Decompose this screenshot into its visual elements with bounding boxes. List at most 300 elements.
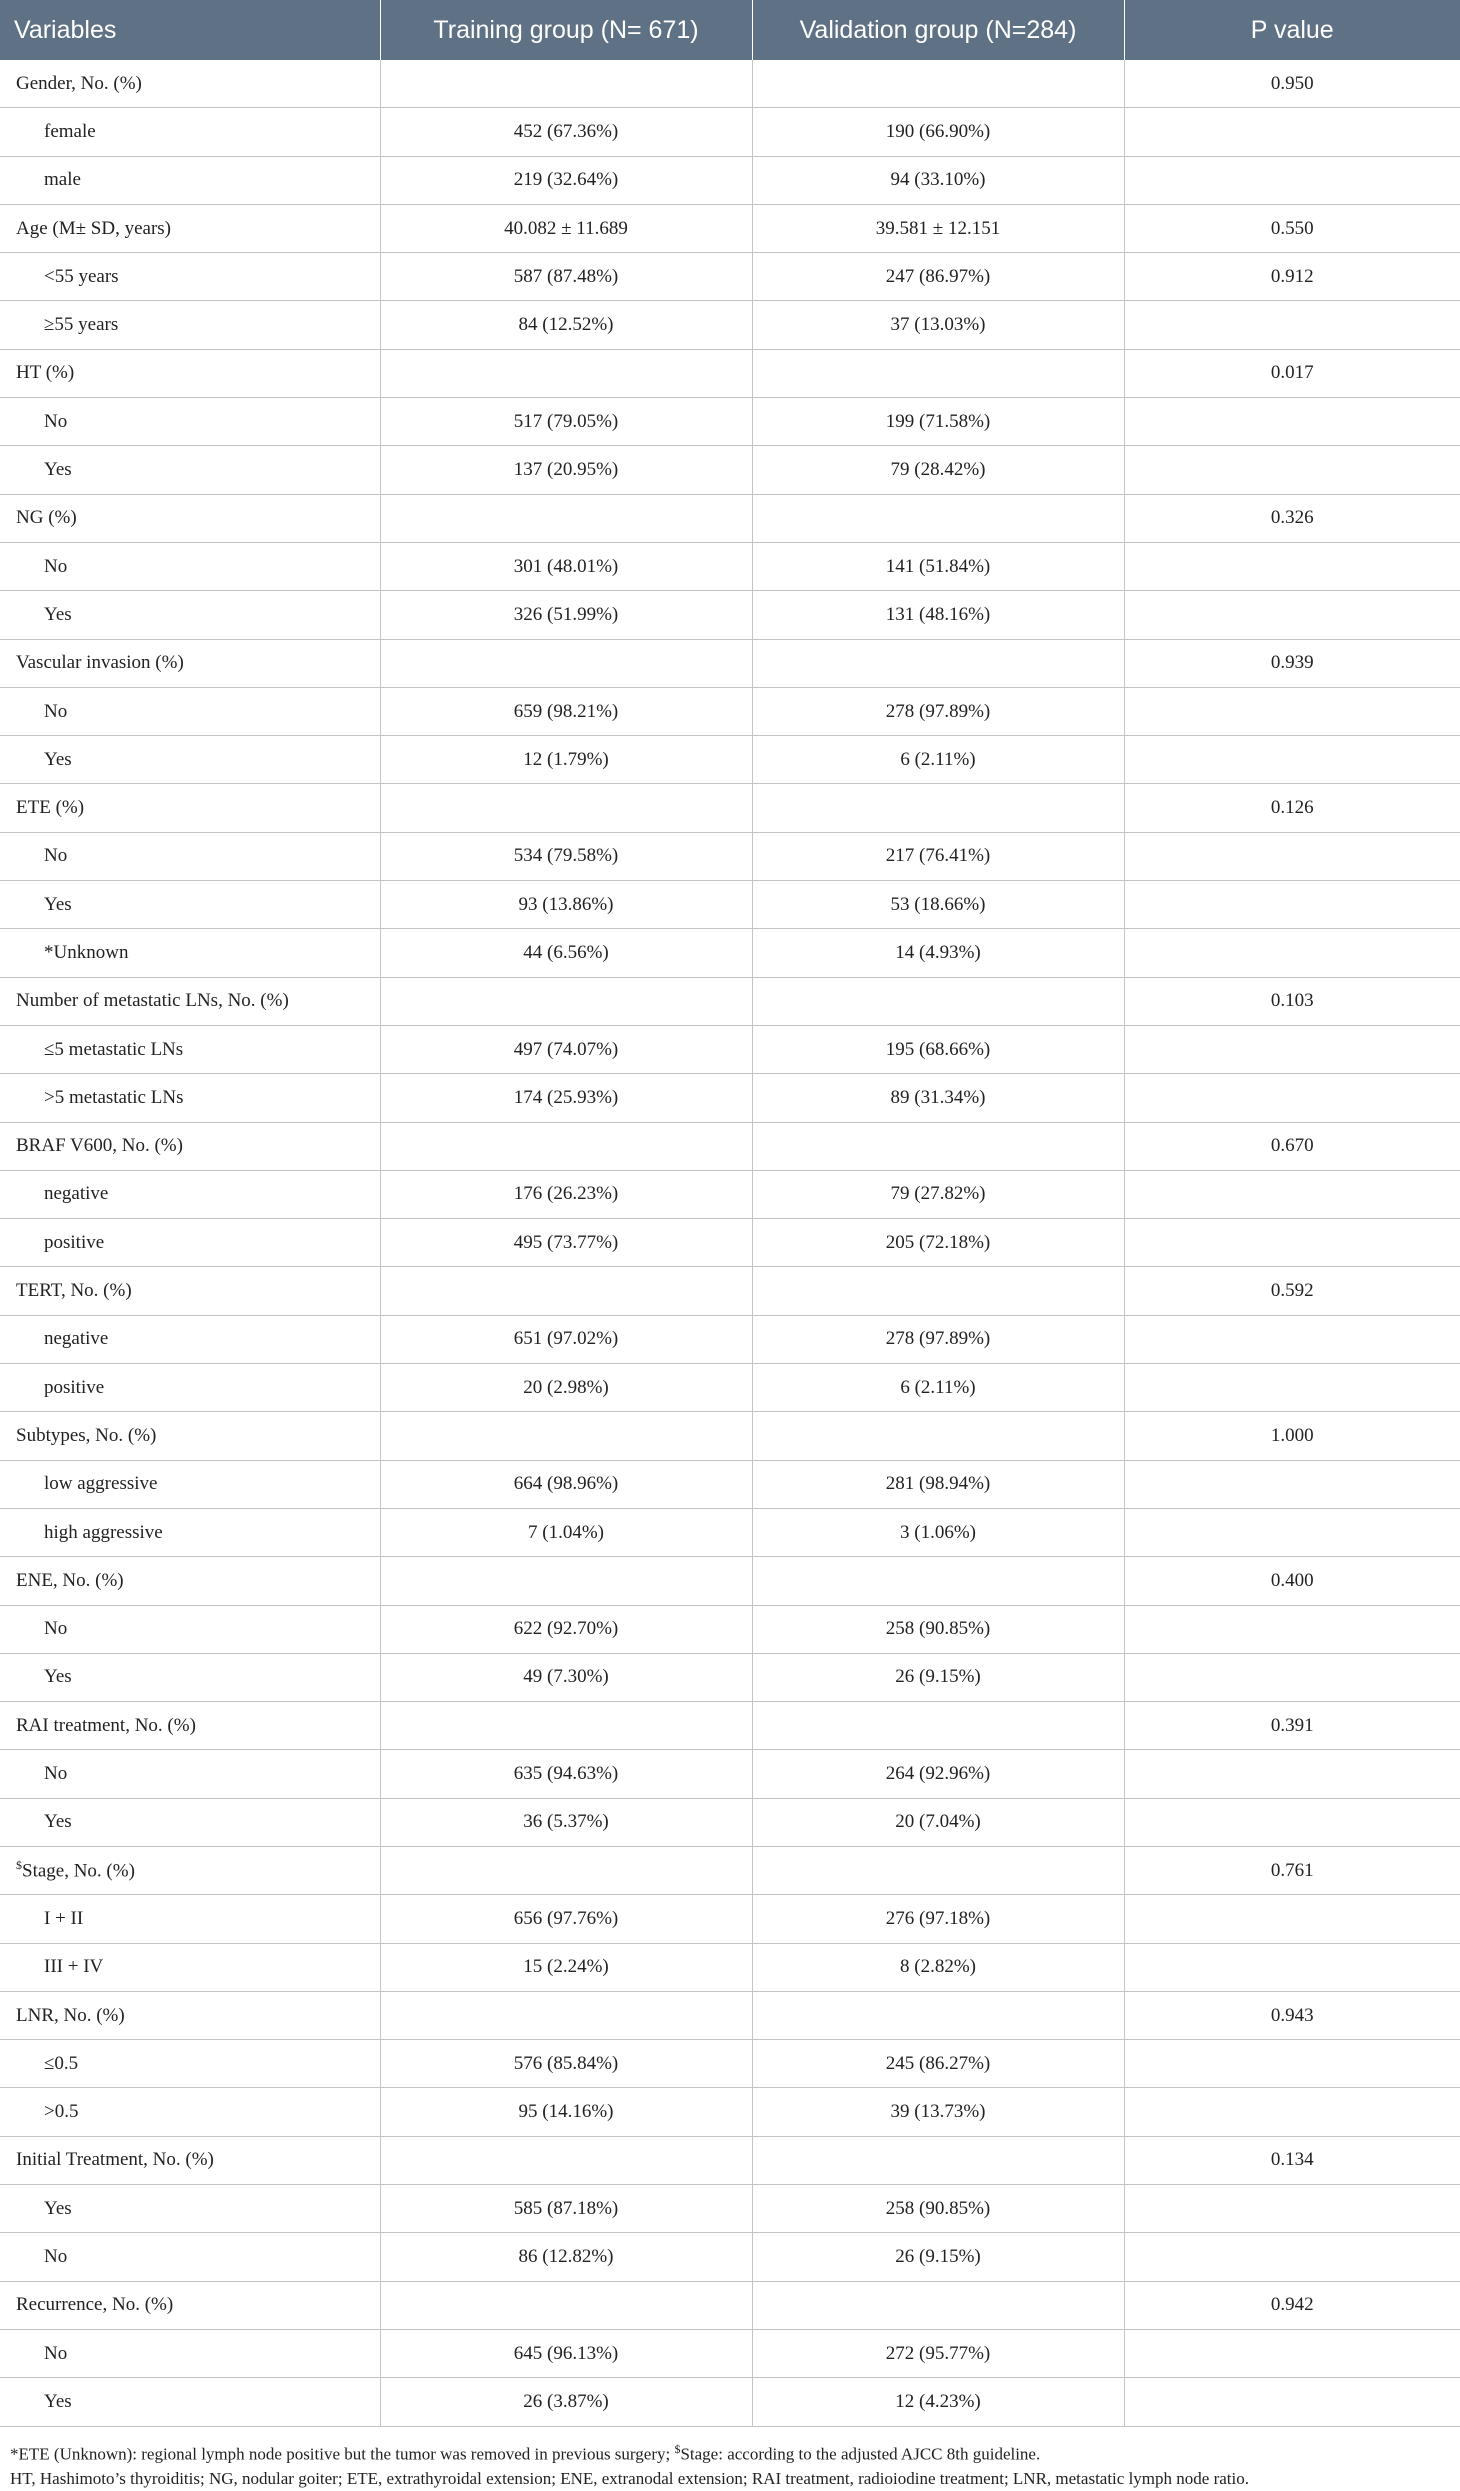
row-variable-label — [0, 687, 380, 735]
row-label-text: Stage, No. (%) — [22, 1860, 135, 1882]
table-header-row — [0, 0, 1460, 60]
row-label-text: ≤0.5 — [44, 2052, 79, 2074]
cell-p-value — [1124, 108, 1460, 156]
table-row — [0, 639, 1460, 687]
cell-p-value — [1124, 929, 1460, 977]
header-training-group: Training group (N= 671) — [380, 0, 752, 60]
cell-validation-value: 217 (76.41%) — [752, 832, 1124, 880]
cell-training-value: 635 (94.63%) — [380, 1750, 752, 1798]
cell-p-value — [1124, 1750, 1460, 1798]
table-row — [0, 1170, 1460, 1218]
cell-training-value — [380, 1412, 752, 1460]
row-label-text: No — [44, 555, 68, 577]
cell-training-value: 137 (20.95%) — [380, 446, 752, 494]
cell-training-value: 659 (98.21%) — [380, 687, 752, 735]
row-label-text: NG (%) — [16, 507, 77, 529]
cell-p-value: 0.400 — [1124, 1557, 1460, 1605]
cell-training-value: 645 (96.13%) — [380, 2329, 752, 2377]
table-row — [0, 1605, 1460, 1653]
table-footnotes — [0, 2427, 1460, 2491]
row-variable-label — [0, 2281, 380, 2329]
row-variable-label — [0, 349, 380, 397]
row-variable-label — [0, 1364, 380, 1412]
row-variable-label — [0, 108, 380, 156]
row-label-text: negative — [44, 1183, 109, 1205]
row-variable-label — [0, 2088, 380, 2136]
cell-p-value — [1124, 398, 1460, 446]
cell-training-value: 517 (79.05%) — [380, 398, 752, 446]
row-label-text: low aggressive — [44, 1473, 158, 1495]
cell-p-value: 0.670 — [1124, 1122, 1460, 1170]
cell-validation-value — [752, 1267, 1124, 1315]
table-row — [0, 1364, 1460, 1412]
cell-p-value: 0.912 — [1124, 253, 1460, 301]
cell-training-value: 219 (32.64%) — [380, 156, 752, 204]
cell-training-value — [380, 60, 752, 108]
cell-training-value: 176 (26.23%) — [380, 1170, 752, 1218]
cell-validation-value: 79 (28.42%) — [752, 446, 1124, 494]
cell-p-value — [1124, 2088, 1460, 2136]
cell-validation-value — [752, 1846, 1124, 1894]
row-label-text: Yes — [44, 1666, 72, 1688]
cell-validation-value: 141 (51.84%) — [752, 542, 1124, 590]
table-row — [0, 301, 1460, 349]
cell-training-value: 84 (12.52%) — [380, 301, 752, 349]
cell-validation-value: 26 (9.15%) — [752, 2233, 1124, 2281]
row-variable-label — [0, 2136, 380, 2184]
row-variable-label — [0, 1702, 380, 1750]
cell-validation-value: 79 (27.82%) — [752, 1170, 1124, 1218]
row-variable-label — [0, 398, 380, 446]
cell-p-value — [1124, 1170, 1460, 1218]
row-label-text: No — [44, 2246, 68, 2267]
cell-p-value — [1124, 1798, 1460, 1846]
cell-training-value: 20 (2.98%) — [380, 1364, 752, 1412]
row-label-text: ≥55 years — [44, 314, 119, 336]
table-row — [0, 1508, 1460, 1556]
cell-training-value: 95 (14.16%) — [380, 2088, 752, 2136]
row-variable-label — [0, 1895, 380, 1943]
row-label-text: No — [44, 1618, 68, 1640]
cell-training-value — [380, 1267, 752, 1315]
row-variable-label — [0, 639, 380, 687]
cell-training-value: 174 (25.93%) — [380, 1074, 752, 1122]
table-row — [0, 736, 1460, 784]
table-row — [0, 1846, 1460, 1894]
header-validation-group: Validation group (N=284) — [752, 0, 1124, 60]
table-row — [0, 253, 1460, 301]
cell-p-value — [1124, 591, 1460, 639]
cell-p-value — [1124, 1315, 1460, 1363]
cell-training-value: 36 (5.37%) — [380, 1798, 752, 1846]
cell-p-value — [1124, 156, 1460, 204]
table-row — [0, 494, 1460, 542]
cell-training-value: 44 (6.56%) — [380, 929, 752, 977]
table-row — [0, 784, 1460, 832]
cell-p-value — [1124, 1943, 1460, 1991]
row-label-text: Yes — [44, 2197, 72, 2219]
row-variable-label — [0, 1846, 380, 1894]
table-row — [0, 881, 1460, 929]
cell-training-value: 534 (79.58%) — [380, 832, 752, 880]
cell-validation-value — [752, 2136, 1124, 2184]
table-row — [0, 1653, 1460, 1701]
row-label-text: Yes — [44, 603, 72, 625]
table-row — [0, 2088, 1460, 2136]
table-row — [0, 398, 1460, 446]
cell-p-value: 1.000 — [1124, 1412, 1460, 1460]
table-row — [0, 2040, 1460, 2088]
table-row — [0, 687, 1460, 735]
row-variable-label — [0, 494, 380, 542]
cell-p-value — [1124, 542, 1460, 590]
table-row — [0, 1267, 1460, 1315]
table-row — [0, 1702, 1460, 1750]
cell-validation-value: 281 (98.94%) — [752, 1460, 1124, 1508]
cell-validation-value — [752, 1702, 1124, 1750]
row-variable-label — [0, 542, 380, 590]
row-variable-label — [0, 1460, 380, 1508]
table-row — [0, 204, 1460, 252]
row-label-text: Yes — [44, 1811, 72, 1833]
cell-validation-value: 245 (86.27%) — [752, 2040, 1124, 2088]
cell-validation-value: 26 (9.15%) — [752, 1653, 1124, 1701]
cell-validation-value — [752, 60, 1124, 108]
table-row — [0, 2136, 1460, 2184]
cell-validation-value — [752, 349, 1124, 397]
row-variable-label — [0, 1991, 380, 2039]
row-variable-label — [0, 204, 380, 252]
row-variable-label — [0, 784, 380, 832]
cell-validation-value: 53 (18.66%) — [752, 881, 1124, 929]
row-variable-label — [0, 156, 380, 204]
row-variable-label — [0, 1074, 380, 1122]
row-label-text: Yes — [44, 748, 72, 770]
table-row — [0, 832, 1460, 880]
cell-validation-value: 131 (48.16%) — [752, 591, 1124, 639]
cell-training-value — [380, 1122, 752, 1170]
row-label-text: No — [44, 410, 68, 432]
cell-training-value: 86 (12.82%) — [380, 2233, 752, 2281]
cell-p-value: 0.550 — [1124, 204, 1460, 252]
row-variable-label — [0, 2233, 380, 2281]
row-label-text: female — [44, 120, 96, 142]
cell-training-value — [380, 1846, 752, 1894]
cell-validation-value — [752, 1412, 1124, 1460]
cell-validation-value — [752, 1991, 1124, 2039]
cell-validation-value: 258 (90.85%) — [752, 1605, 1124, 1653]
row-label-text: Vascular invasion (%) — [16, 652, 184, 674]
row-label-text: HT (%) — [16, 362, 75, 384]
table-row — [0, 2378, 1460, 2426]
table-row — [0, 542, 1460, 590]
row-variable-label — [0, 446, 380, 494]
row-variable-label — [0, 2329, 380, 2377]
row-variable-label — [0, 1122, 380, 1170]
cell-training-value: 622 (92.70%) — [380, 1605, 752, 1653]
cell-training-value: 452 (67.36%) — [380, 108, 752, 156]
footnote-line-1 — [10, 2437, 1450, 2467]
footnote-stage-text: Stage: according to the adjusted AJCC 8th guideline. — [680, 2444, 1041, 2464]
cell-training-value — [380, 494, 752, 542]
cell-p-value — [1124, 687, 1460, 735]
cell-p-value — [1124, 2233, 1460, 2281]
cell-training-value: 587 (87.48%) — [380, 253, 752, 301]
header-variables: Variables — [0, 0, 380, 60]
cell-p-value: 0.950 — [1124, 60, 1460, 108]
cell-validation-value: 199 (71.58%) — [752, 398, 1124, 446]
row-label-text: *Unknown — [44, 941, 129, 963]
cell-validation-value: 12 (4.23%) — [752, 2378, 1124, 2426]
row-variable-label — [0, 1557, 380, 1605]
table-row — [0, 977, 1460, 1025]
cell-validation-value — [752, 1122, 1124, 1170]
cell-p-value: 0.939 — [1124, 639, 1460, 687]
cell-training-value — [380, 2136, 752, 2184]
row-variable-label — [0, 1219, 380, 1267]
cell-p-value: 0.943 — [1124, 1991, 1460, 2039]
cell-p-value — [1124, 1074, 1460, 1122]
row-label-text: BRAF V600, No. (%) — [16, 1135, 183, 1157]
table-row — [0, 1025, 1460, 1073]
cell-p-value — [1124, 1364, 1460, 1412]
row-label-text: No — [44, 2342, 68, 2364]
cell-training-value — [380, 639, 752, 687]
row-variable-label — [0, 60, 380, 108]
row-variable-label — [0, 2378, 380, 2426]
cell-validation-value: 6 (2.11%) — [752, 1364, 1124, 1412]
cell-p-value — [1124, 1605, 1460, 1653]
row-label-text: Gender, No. (%) — [16, 72, 142, 94]
table-row — [0, 1074, 1460, 1122]
cell-validation-value: 272 (95.77%) — [752, 2329, 1124, 2377]
cell-training-value — [380, 977, 752, 1025]
cell-p-value — [1124, 2329, 1460, 2377]
table-row — [0, 2281, 1460, 2329]
cell-p-value: 0.126 — [1124, 784, 1460, 832]
row-variable-label — [0, 1943, 380, 1991]
row-variable-label — [0, 1267, 380, 1315]
cell-validation-value: 6 (2.11%) — [752, 736, 1124, 784]
cell-training-value — [380, 2281, 752, 2329]
cell-p-value: 0.592 — [1124, 1267, 1460, 1315]
row-label-text: negative — [44, 1328, 109, 1350]
cell-validation-value: 39.581 ± 12.151 — [752, 204, 1124, 252]
table-body — [0, 60, 1460, 2426]
cell-validation-value: 278 (97.89%) — [752, 687, 1124, 735]
cell-validation-value: 205 (72.18%) — [752, 1219, 1124, 1267]
row-variable-label — [0, 2040, 380, 2088]
row-variable-label — [0, 1653, 380, 1701]
row-label-text: Initial Treatment, No. (%) — [16, 2149, 214, 2171]
row-variable-label — [0, 736, 380, 784]
cell-validation-value — [752, 784, 1124, 832]
cell-p-value: 0.017 — [1124, 349, 1460, 397]
row-variable-label — [0, 1170, 380, 1218]
table-row — [0, 1943, 1460, 1991]
cell-p-value — [1124, 301, 1460, 349]
cell-p-value — [1124, 2185, 1460, 2233]
row-label-text: TERT, No. (%) — [16, 1280, 132, 1302]
cell-p-value — [1124, 2378, 1460, 2426]
table-row — [0, 1122, 1460, 1170]
cell-training-value: 301 (48.01%) — [380, 542, 752, 590]
table-row — [0, 591, 1460, 639]
footnote-line-2: HT, Hashimoto’s thyroiditis; NG, nodular goiter; ETE, extrathyroidal extension; ENE, extranodal extension; RAI treatment, radioiodine treatment; LNR, metastatic lymph node ratio. — [10, 2469, 1249, 2489]
cell-validation-value: 247 (86.97%) — [752, 253, 1124, 301]
row-label-text: Age (M± SD, years) — [16, 217, 172, 239]
row-label-text: Yes — [44, 2390, 72, 2412]
row-label-text: ENE, No. (%) — [16, 1569, 124, 1591]
cell-training-value: 93 (13.86%) — [380, 881, 752, 929]
table-row — [0, 108, 1460, 156]
row-variable-label — [0, 929, 380, 977]
row-label-text: positive — [44, 1231, 105, 1253]
cell-training-value — [380, 1702, 752, 1750]
row-label-text: <55 years — [44, 265, 119, 287]
table-row — [0, 1750, 1460, 1798]
footnote-stage-sup: $ — [674, 2441, 681, 2456]
cell-training-value: 585 (87.18%) — [380, 2185, 752, 2233]
cell-p-value — [1124, 2040, 1460, 2088]
row-variable-label — [0, 1798, 380, 1846]
row-label-text: high aggressive — [44, 1521, 163, 1543]
cell-validation-value: 3 (1.06%) — [752, 1508, 1124, 1556]
row-label-text: III + IV — [44, 1956, 104, 1978]
row-label-text: RAI treatment, No. (%) — [16, 1714, 196, 1736]
cell-p-value: 0.761 — [1124, 1846, 1460, 1894]
header-p-value: P value — [1124, 0, 1460, 60]
table-row — [0, 2329, 1460, 2377]
row-label-text: positive — [44, 1376, 105, 1398]
row-label-text: male — [44, 169, 81, 191]
row-variable-label — [0, 977, 380, 1025]
row-variable-label — [0, 1412, 380, 1460]
cell-p-value — [1124, 446, 1460, 494]
cell-p-value: 0.391 — [1124, 1702, 1460, 1750]
cell-validation-value: 20 (7.04%) — [752, 1798, 1124, 1846]
cell-validation-value — [752, 1557, 1124, 1605]
table-row — [0, 1412, 1460, 1460]
cell-validation-value — [752, 639, 1124, 687]
cell-p-value: 0.103 — [1124, 977, 1460, 1025]
row-label-text: Recurrence, No. (%) — [16, 2294, 174, 2316]
table-row — [0, 1219, 1460, 1267]
cell-validation-value: 258 (90.85%) — [752, 2185, 1124, 2233]
cell-p-value: 0.942 — [1124, 2281, 1460, 2329]
row-label-text: I + II — [44, 1907, 84, 1929]
row-variable-label — [0, 1025, 380, 1073]
cell-training-value — [380, 784, 752, 832]
row-variable-label — [0, 1508, 380, 1556]
row-variable-label — [0, 832, 380, 880]
row-variable-label — [0, 253, 380, 301]
cell-training-value: 576 (85.84%) — [380, 2040, 752, 2088]
cell-training-value — [380, 1991, 752, 2039]
cell-p-value — [1124, 1895, 1460, 1943]
row-label-text: LNR, No. (%) — [16, 2004, 125, 2026]
cell-training-value: 7 (1.04%) — [380, 1508, 752, 1556]
row-label-text: Yes — [44, 459, 72, 481]
table-row — [0, 446, 1460, 494]
table-row — [0, 1557, 1460, 1605]
row-label-text: ETE (%) — [16, 797, 85, 819]
row-label-superscript: $ — [16, 1858, 22, 1873]
row-label-text: No — [44, 700, 68, 722]
table-row — [0, 2233, 1460, 2281]
row-variable-label — [0, 1605, 380, 1653]
cell-validation-value: 39 (13.73%) — [752, 2088, 1124, 2136]
cell-training-value — [380, 1557, 752, 1605]
row-variable-label — [0, 301, 380, 349]
cell-validation-value — [752, 494, 1124, 542]
row-variable-label — [0, 1315, 380, 1363]
cell-training-value: 497 (74.07%) — [380, 1025, 752, 1073]
table-row — [0, 1991, 1460, 2039]
row-label-text: No — [44, 845, 68, 867]
cell-validation-value: 89 (31.34%) — [752, 1074, 1124, 1122]
cell-validation-value: 94 (33.10%) — [752, 156, 1124, 204]
cell-p-value — [1124, 1219, 1460, 1267]
cell-validation-value — [752, 2281, 1124, 2329]
row-variable-label — [0, 591, 380, 639]
row-label-text: >5 metastatic LNs — [44, 1086, 184, 1108]
table-row — [0, 1895, 1460, 1943]
cell-training-value: 326 (51.99%) — [380, 591, 752, 639]
table-row — [0, 1315, 1460, 1363]
row-label-text: Yes — [44, 893, 72, 915]
cell-training-value: 26 (3.87%) — [380, 2378, 752, 2426]
table-row — [0, 156, 1460, 204]
cell-validation-value: 37 (13.03%) — [752, 301, 1124, 349]
cell-validation-value: 278 (97.89%) — [752, 1315, 1124, 1363]
row-variable-label — [0, 881, 380, 929]
cell-p-value — [1124, 1025, 1460, 1073]
cell-p-value — [1124, 736, 1460, 784]
row-label-text: No — [44, 1763, 68, 1785]
cell-validation-value: 190 (66.90%) — [752, 108, 1124, 156]
cell-training-value: 49 (7.30%) — [380, 1653, 752, 1701]
row-variable-label — [0, 1750, 380, 1798]
row-label-text: Subtypes, No. (%) — [16, 1424, 157, 1446]
cell-p-value — [1124, 1508, 1460, 1556]
cell-training-value: 656 (97.76%) — [380, 1895, 752, 1943]
footnote-ete-text: *ETE (Unknown): regional lymph node positive but the tumor was removed in previous surgery; — [10, 2444, 675, 2464]
cell-training-value: 15 (2.24%) — [380, 1943, 752, 1991]
cell-p-value — [1124, 881, 1460, 929]
cell-training-value: 495 (73.77%) — [380, 1219, 752, 1267]
cell-training-value: 40.082 ± 11.689 — [380, 204, 752, 252]
cell-validation-value: 264 (92.96%) — [752, 1750, 1124, 1798]
cell-training-value: 12 (1.79%) — [380, 736, 752, 784]
cell-training-value: 651 (97.02%) — [380, 1315, 752, 1363]
cell-training-value — [380, 349, 752, 397]
table-row — [0, 1798, 1460, 1846]
table-row — [0, 349, 1460, 397]
cell-validation-value: 14 (4.93%) — [752, 929, 1124, 977]
cell-p-value — [1124, 1653, 1460, 1701]
cell-training-value: 664 (98.96%) — [380, 1460, 752, 1508]
cell-validation-value: 276 (97.18%) — [752, 1895, 1124, 1943]
row-variable-label — [0, 2185, 380, 2233]
cell-validation-value — [752, 977, 1124, 1025]
cell-p-value — [1124, 832, 1460, 880]
row-label-text: ≤5 metastatic LNs — [44, 1038, 184, 1060]
table-row — [0, 1460, 1460, 1508]
table-row — [0, 2185, 1460, 2233]
table-row — [0, 929, 1460, 977]
cell-p-value — [1124, 1460, 1460, 1508]
